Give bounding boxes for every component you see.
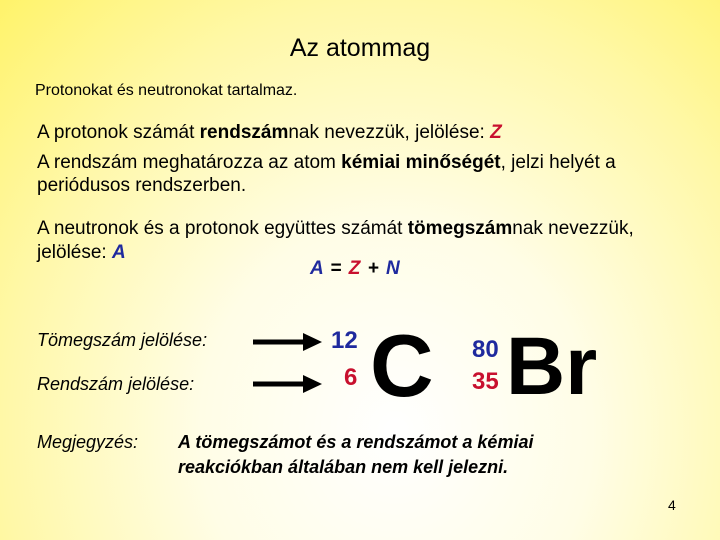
text: nak nevezzük, jelölése:: [288, 122, 491, 143]
symbol-z: Z: [490, 122, 502, 143]
bold-term-kemiai-minoseg: kémiai minőségét: [341, 152, 501, 173]
page-number: 4: [668, 497, 676, 513]
text: nak nevezzük,: [512, 218, 634, 239]
text: jelölése:: [37, 242, 112, 263]
bromine-symbol: Br: [506, 321, 598, 412]
formula-n: N: [385, 258, 401, 279]
bromine-mass-number: 80: [472, 336, 499, 363]
text: A rendszám meghatározza az atom: [37, 152, 342, 173]
text: , jelzi helyét a: [500, 152, 616, 173]
paragraph-atomic-number-line3: periódusos rendszerben.: [37, 175, 247, 196]
label-atomic-notation: Rendszám jelölése:: [37, 374, 195, 394]
symbol-a: A: [112, 242, 126, 263]
formula-a: A: [310, 258, 325, 279]
label-mass-notation: Tömegszám jelölése:: [37, 330, 208, 350]
bold-term-tomegszam: tömegszám: [407, 218, 513, 239]
note-label: Megjegyzés:: [37, 432, 139, 452]
bromine-atomic-number: 35: [472, 368, 499, 395]
subtitle: Protonokat és neutronokat tartalmaz.: [35, 82, 298, 99]
carbon-symbol: C: [370, 316, 434, 415]
note-line1: A tömegszámot és a rendszámot a kémiai: [178, 432, 534, 452]
arrow-right-icon: [253, 375, 322, 393]
page-title: Az atommag: [289, 34, 431, 62]
formula-plus: +: [361, 258, 386, 279]
formula-z: Z: [348, 258, 362, 279]
text: A neutronok és a protonok együttes számát: [37, 218, 408, 239]
arrow-right-icon: [253, 333, 322, 351]
note-line2: reakciókban általában nem kell jelezni.: [178, 457, 509, 477]
text: A protonok számát: [37, 122, 200, 143]
carbon-mass-number: 12: [331, 327, 358, 354]
carbon-atomic-number: 6: [344, 364, 358, 391]
formula-equals: =: [324, 258, 349, 279]
bold-term-rendszam: rendszám: [199, 122, 289, 143]
